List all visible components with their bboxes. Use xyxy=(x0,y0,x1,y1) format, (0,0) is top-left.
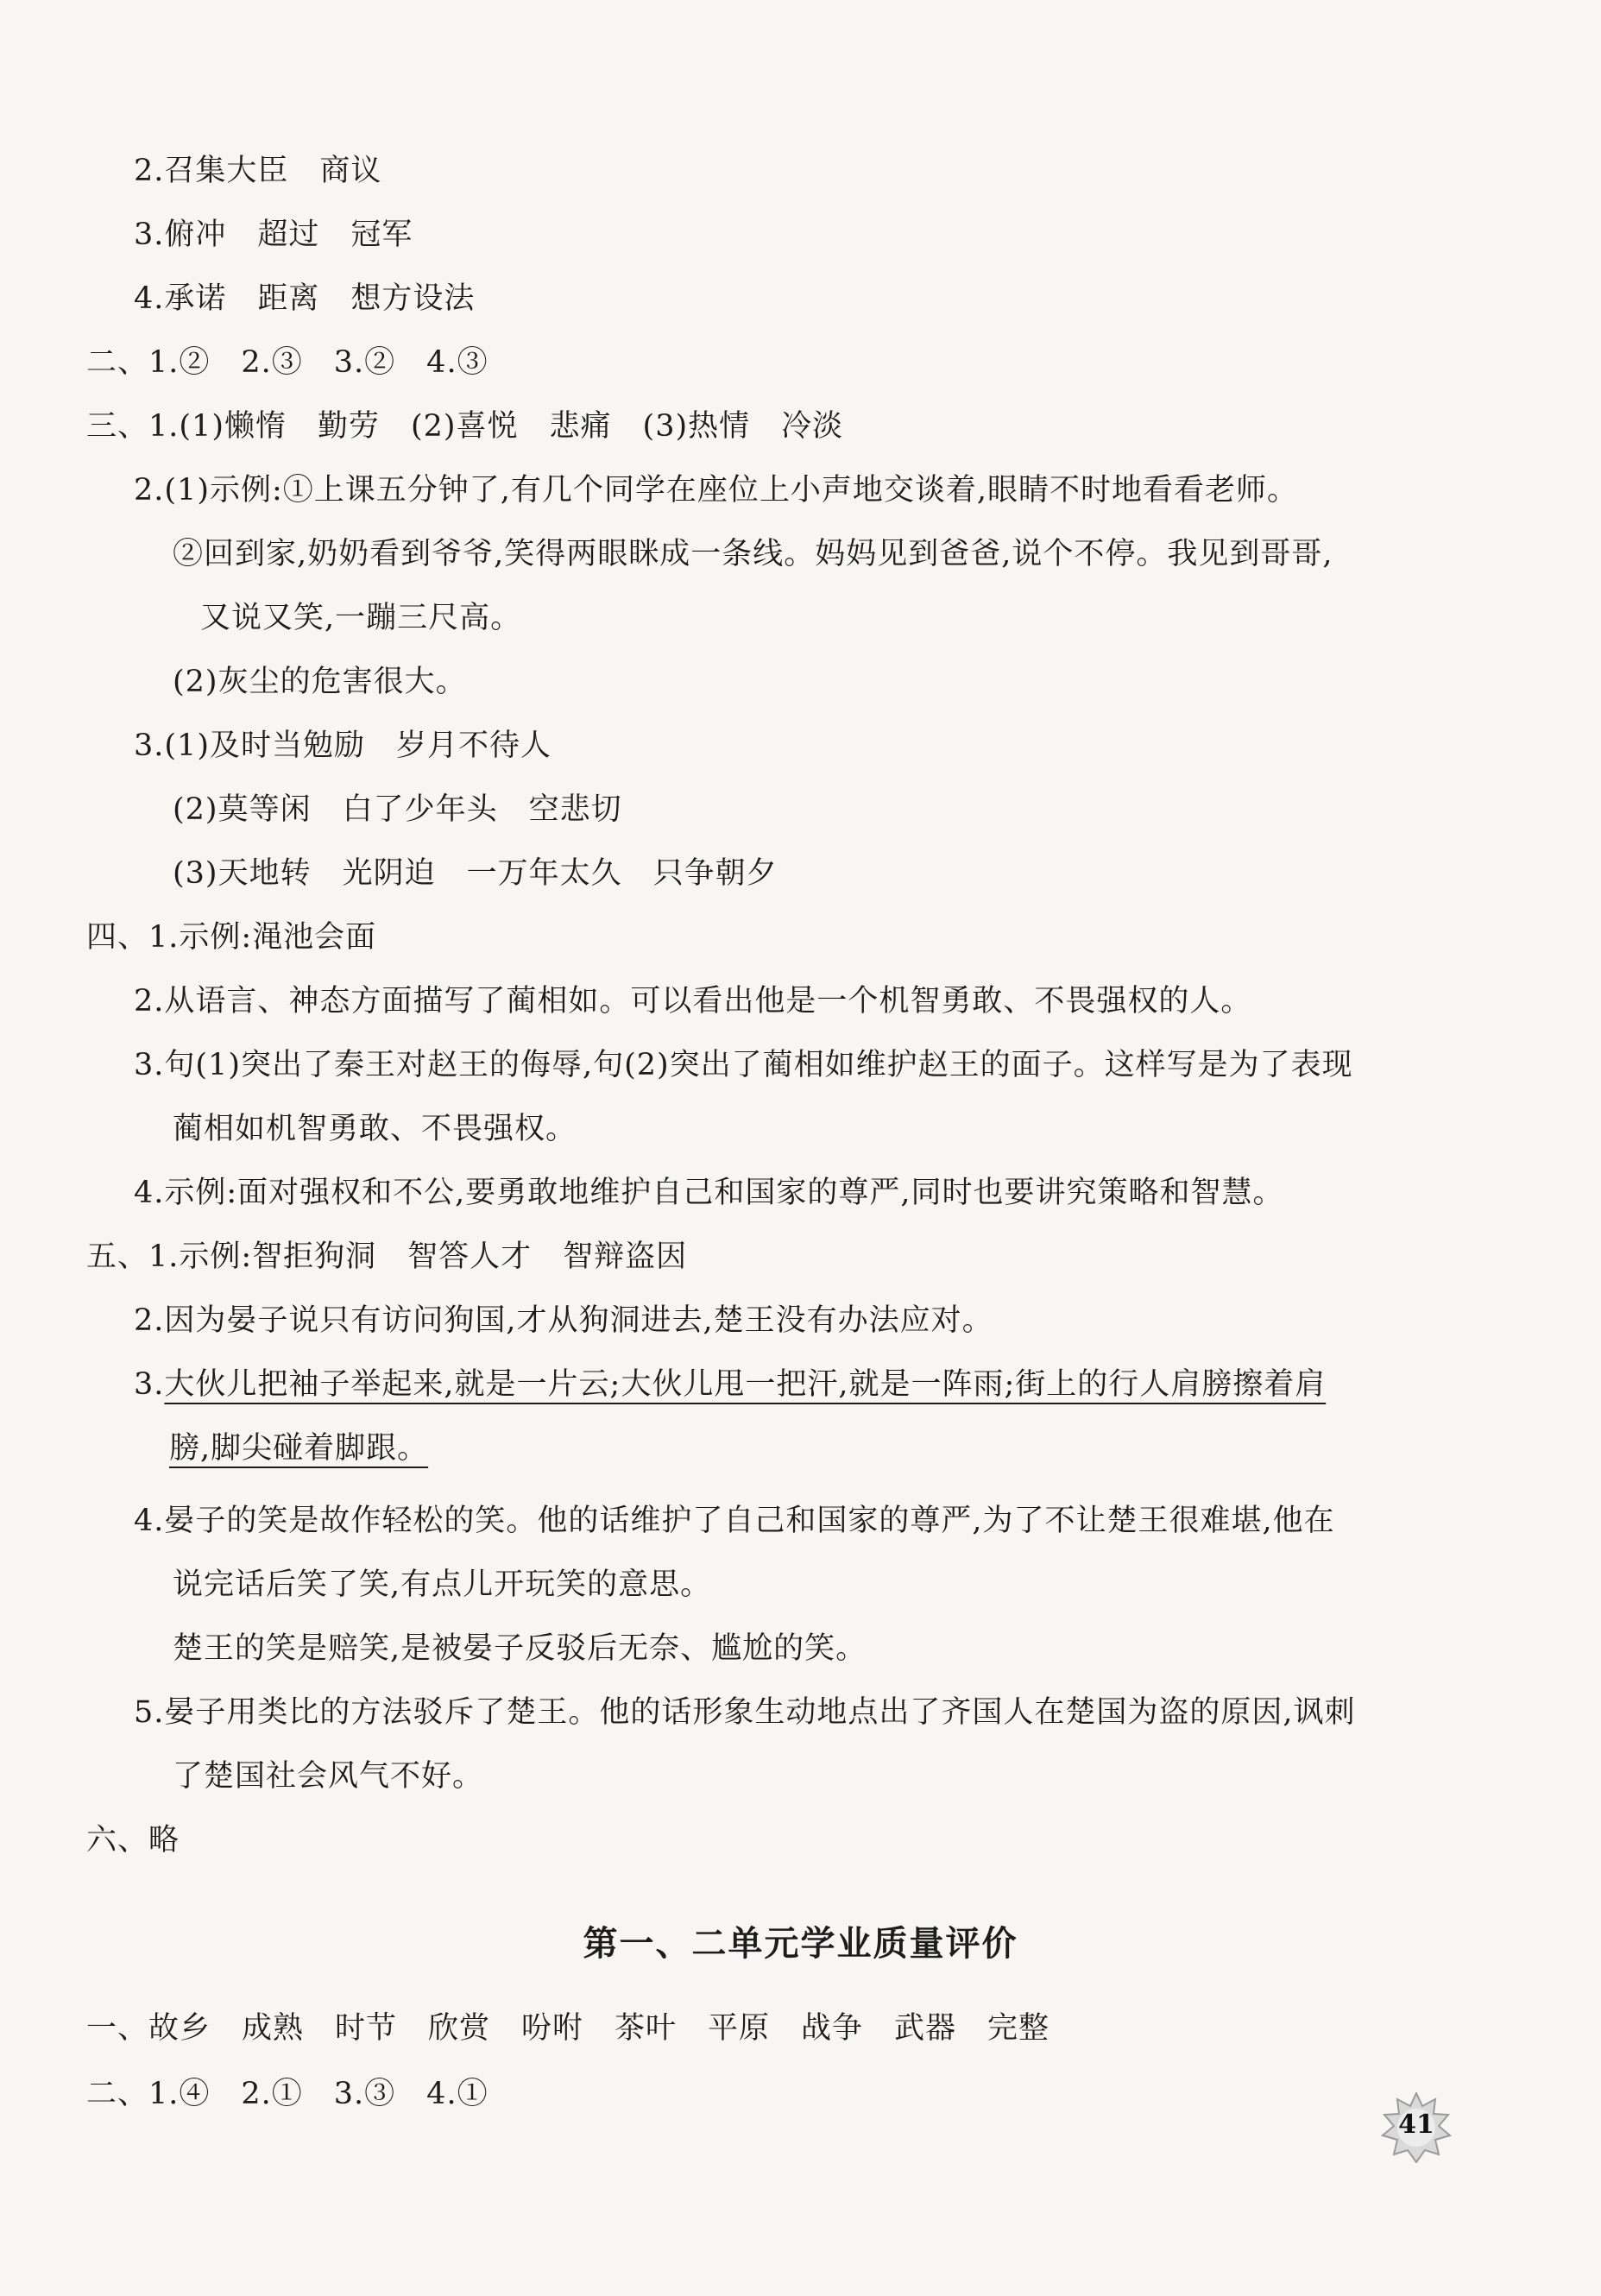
answer-line: (2)莫等闲 白了少年头 空悲切 xyxy=(173,792,622,827)
answer-line: 3.句(1)突出了秦王对赵王的侮辱,句(2)突出了蔺相如维护赵王的面子。这样写是为了表现 xyxy=(134,1048,1353,1082)
answer-line: 3.(1)及时当勉励 岁月不待人 xyxy=(134,729,552,763)
answer-line: 3.俯冲 超过 冠军 xyxy=(134,218,413,252)
page-number-badge xyxy=(1381,2092,1452,2163)
answer-line: 2.从语言、神态方面描写了蔺相如。可以看出他是一个机智勇敢、不畏强权的人。 xyxy=(134,984,1252,1019)
answer-line: ②回到家,奶奶看到爷爷,笑得两眼眯成一条线。妈妈见到爸爸,说个不停。我见到哥哥, xyxy=(173,537,1333,571)
answer-line: 六、略 xyxy=(86,1823,180,1858)
underlined-sentence: 大伙儿把袖子举起来,就是一片云;大伙儿甩一把汗,就是一阵雨;街上的行人肩膀擦着肩 xyxy=(164,1367,1327,1402)
answer-line: 4.晏子的笑是故作轻松的笑。他的话维护了自己和国家的尊严,为了不让楚王很难堪,他在 xyxy=(134,1504,1335,1538)
section-title: 第一、二单元学业质量评价 xyxy=(583,1923,1018,1964)
answer-line: 5.晏子用类比的方法驳斥了楚王。他的话形象生动地点出了齐国人在楚国为盗的原因,讽刺 xyxy=(134,1695,1356,1730)
answer-line: 四、1.示例:渑池会面 xyxy=(86,920,377,955)
answer-line xyxy=(134,1366,1326,1403)
answer-line: (3)天地转 光阴迫 一万年太久 只争朝夕 xyxy=(173,856,778,891)
answer-line: 蔺相如机智勇敢、不畏强权。 xyxy=(173,1112,577,1146)
answer-line: 4.承诺 距离 想方设法 xyxy=(134,281,476,316)
answer-line: 又说又笑,一蹦三尺高。 xyxy=(200,601,522,635)
answer-line: 2.因为晏子说只有访问狗国,才从狗洞进去,楚王没有办法应对。 xyxy=(134,1303,993,1338)
answer-line: 五、1.示例:智拒狗洞 智答人才 智辩盗因 xyxy=(86,1239,688,1274)
answer-line: 4.示例:面对强权和不公,要勇敢地维护自己和国家的尊严,同时也要讲究策略和智慧。 xyxy=(134,1176,1284,1210)
answer-line: 2.(1)示例:①上课五分钟了,有几个同学在座位上小声地交谈着,眼睛不时地看看老师。 xyxy=(134,473,1299,508)
answer-line: 楚王的笑是赔笑,是被晏子反驳后无奈、尴尬的笑。 xyxy=(173,1631,867,1666)
answer-line: 三、1.(1)懒惰 勤劳 (2)喜悦 悲痛 (3)热情 冷淡 xyxy=(86,409,844,444)
answer-line: 一、故乡 成熟 时节 欣赏 吩咐 茶叶 平原 战争 武器 完整 xyxy=(86,2011,1050,2046)
answer-line xyxy=(169,1429,428,1467)
answer-line: 说完话后笑了笑,有点儿开玩笑的意思。 xyxy=(173,1567,712,1602)
answer-line: 了楚国社会风气不好。 xyxy=(173,1759,484,1794)
answer-line: 二、1.④ 2.① 3.③ 4.① xyxy=(86,2077,488,2111)
page-number: 41 xyxy=(1398,2110,1434,2140)
underlined-sentence: 膀,脚尖碰着脚跟。 xyxy=(169,1431,429,1466)
item-number: 3. xyxy=(134,1367,165,1402)
answer-line: (2)灰尘的危害很大。 xyxy=(173,665,467,699)
answer-line: 2.召集大臣 商议 xyxy=(134,154,382,188)
answer-line: 二、1.② 2.③ 3.② 4.③ xyxy=(86,345,488,380)
